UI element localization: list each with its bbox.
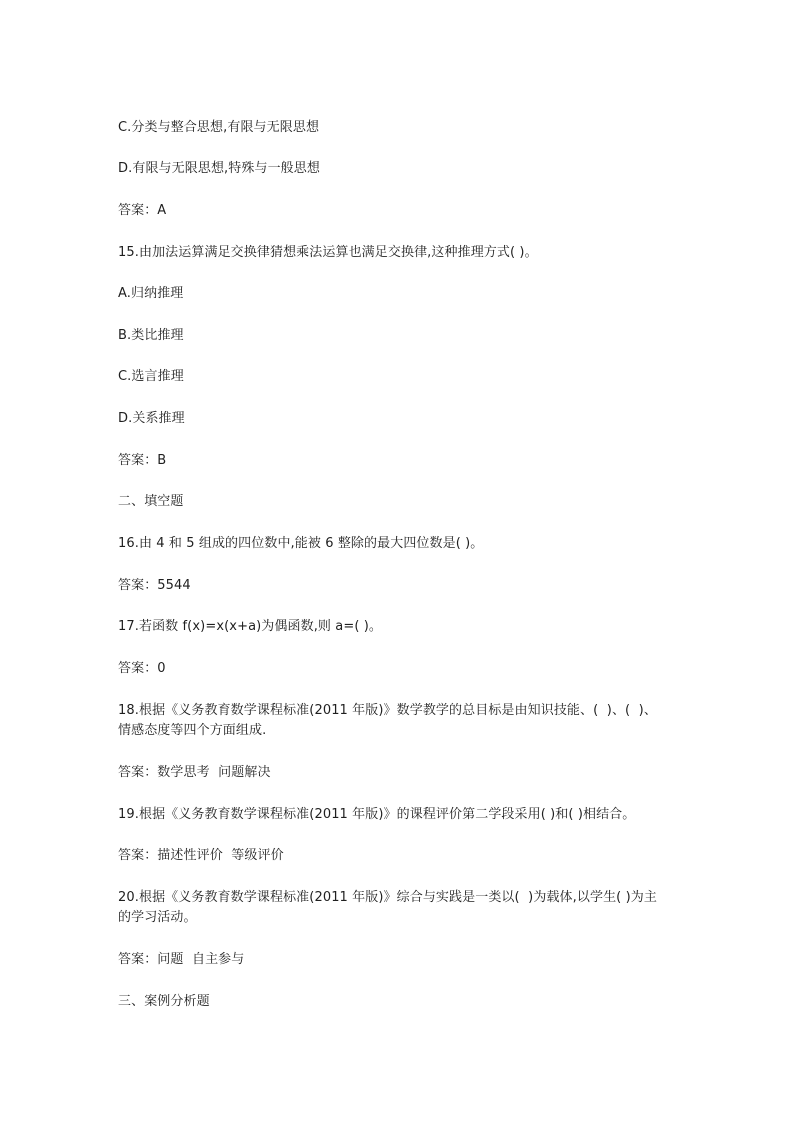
question-17: 17.若函数 f(x)=x(x+a)为偶函数,则 a=( )。 bbox=[118, 619, 383, 634]
answer-q16: 答案：5544 bbox=[118, 578, 191, 593]
answer-q20: 答案：问题 自主参与 bbox=[118, 952, 245, 967]
question-16: 16.由 4 和 5 组成的四位数中,能被 6 整除的最大四位数是( )。 bbox=[118, 536, 484, 551]
answer-q14: 答案：A bbox=[118, 203, 167, 218]
question-19: 19.根据《义务教育数学课程标准(2011 年版)》的课程评价第二学段采用( )和( )相结合。 bbox=[118, 807, 636, 822]
option-d-q14: D.有限与无限思想,特殊与一般思想 bbox=[118, 161, 320, 176]
question-15: 15.由加法运算满足交换律猜想乘法运算也满足交换律,这种推理方式( )。 bbox=[118, 245, 538, 260]
answer-q19: 答案：描述性评价 等级评价 bbox=[118, 848, 284, 863]
question-20-line-1: 20.根据《义务教育数学课程标准(2011 年版)》综合与实践是一类以( )为载体,以学生( )为主 bbox=[118, 890, 657, 905]
answer-q15: 答案：B bbox=[118, 453, 167, 468]
option-c-q14: C.分类与整合思想,有限与无限思想 bbox=[118, 120, 320, 135]
question-18-line-2: 情感态度等四个方面组成. bbox=[118, 723, 267, 738]
answer-q18: 答案：数学思考 问题解决 bbox=[118, 765, 271, 780]
question-20-line-2: 的学习活动。 bbox=[118, 910, 197, 925]
option-d-q15: D.关系推理 bbox=[118, 411, 185, 426]
section-heading-case-analysis: 三、案例分析题 bbox=[118, 994, 210, 1009]
option-b-q15: B.类比推理 bbox=[118, 328, 184, 343]
option-c-q15: C.选言推理 bbox=[118, 369, 184, 384]
question-18-line-1: 18.根据《义务教育数学课程标准(2011 年版)》数学教学的总目标是由知识技能、( )、( )、 bbox=[118, 703, 657, 718]
section-heading-fill-in: 二、填空题 bbox=[118, 494, 184, 509]
answer-q17: 答案：0 bbox=[118, 661, 166, 676]
option-a-q15: A.归纳推理 bbox=[118, 286, 184, 301]
